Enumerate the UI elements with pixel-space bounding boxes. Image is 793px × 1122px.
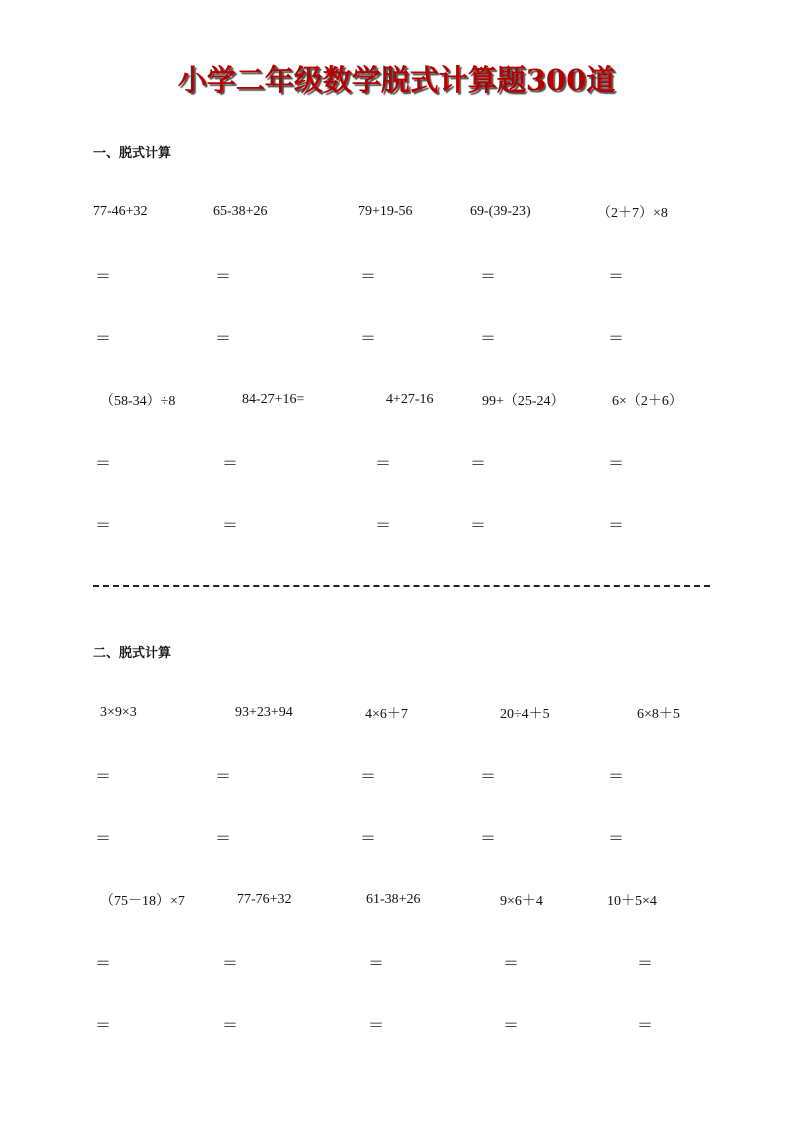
answer-equals-sign: ＝: [503, 953, 520, 973]
answer-equals-sign: ＝: [470, 453, 487, 473]
problem-expression: （2＋7）×8: [597, 206, 668, 221]
answer-equals-sign: ＝: [608, 828, 625, 848]
problem-expression: 4+27-16: [386, 392, 434, 407]
answer-equals-sign: ＝: [637, 1015, 654, 1035]
problem-expression: 6×8＋5: [637, 707, 680, 722]
problem-expression: 93+23+94: [235, 705, 293, 720]
answer-equals-sign: ＝: [470, 515, 487, 535]
problem-expression: （58-34）÷8: [100, 394, 176, 409]
problem-expression: 77-76+32: [237, 892, 292, 907]
answer-equals-sign: ＝: [480, 266, 497, 286]
page-title: 小学二年级数学脱式计算题300道: [177, 63, 616, 97]
answer-equals-sign: ＝: [222, 953, 239, 973]
answer-equals-sign: ＝: [222, 515, 239, 535]
answer-equals-sign: ＝: [608, 515, 625, 535]
problem-expression: 61-38+26: [366, 892, 421, 907]
answer-equals-sign: ＝: [222, 453, 239, 473]
answer-equals-sign: ＝: [503, 1015, 520, 1035]
problem-expression: 65-38+26: [213, 204, 268, 219]
answer-equals-sign: ＝: [95, 266, 112, 286]
answer-equals-sign: ＝: [608, 266, 625, 286]
section-1-heading: 一、脱式计算: [93, 146, 172, 161]
answer-equals-sign: ＝: [375, 453, 392, 473]
answer-equals-sign: ＝: [222, 1015, 239, 1035]
answer-equals-sign: ＝: [368, 953, 385, 973]
problem-expression: 10＋5×4: [607, 894, 657, 909]
answer-equals-sign: ＝: [95, 453, 112, 473]
answer-equals-sign: ＝: [608, 453, 625, 473]
answer-equals-sign: ＝: [95, 828, 112, 848]
answer-equals-sign: ＝: [360, 766, 377, 786]
answer-equals-sign: ＝: [360, 328, 377, 348]
answer-equals-sign: ＝: [95, 953, 112, 973]
problem-expression: 4×6＋7: [365, 707, 408, 722]
answer-equals-sign: ＝: [375, 515, 392, 535]
answer-equals-sign: ＝: [215, 328, 232, 348]
problem-expression: 3×9×3: [100, 705, 137, 720]
answer-equals-sign: ＝: [637, 953, 654, 973]
section-2-heading: 二、脱式计算: [93, 646, 172, 661]
answer-equals-sign: ＝: [360, 828, 377, 848]
problem-expression: 99+（25-24）: [482, 394, 565, 409]
problem-expression: 69-(39-23): [470, 204, 531, 219]
answer-equals-sign: ＝: [480, 766, 497, 786]
answer-equals-sign: ＝: [368, 1015, 385, 1035]
answer-equals-sign: ＝: [608, 328, 625, 348]
answer-equals-sign: ＝: [480, 828, 497, 848]
problem-expression: 79+19-56: [358, 204, 413, 219]
answer-equals-sign: ＝: [95, 766, 112, 786]
answer-equals-sign: ＝: [95, 515, 112, 535]
answer-equals-sign: ＝: [95, 328, 112, 348]
problem-expression: 6×（2＋6）: [612, 394, 683, 409]
section-divider: [93, 585, 710, 587]
answer-equals-sign: ＝: [215, 266, 232, 286]
problem-expression: 9×6＋4: [500, 894, 543, 909]
problem-expression: 77-46+32: [93, 204, 148, 219]
problem-expression: 20÷4＋5: [500, 707, 550, 722]
answer-equals-sign: ＝: [480, 328, 497, 348]
answer-equals-sign: ＝: [360, 266, 377, 286]
answer-equals-sign: ＝: [215, 766, 232, 786]
answer-equals-sign: ＝: [608, 766, 625, 786]
problem-expression: （75－18）×7: [100, 894, 185, 909]
problem-expression: 84-27+16=: [242, 392, 305, 407]
answer-equals-sign: ＝: [95, 1015, 112, 1035]
answer-equals-sign: ＝: [215, 828, 232, 848]
